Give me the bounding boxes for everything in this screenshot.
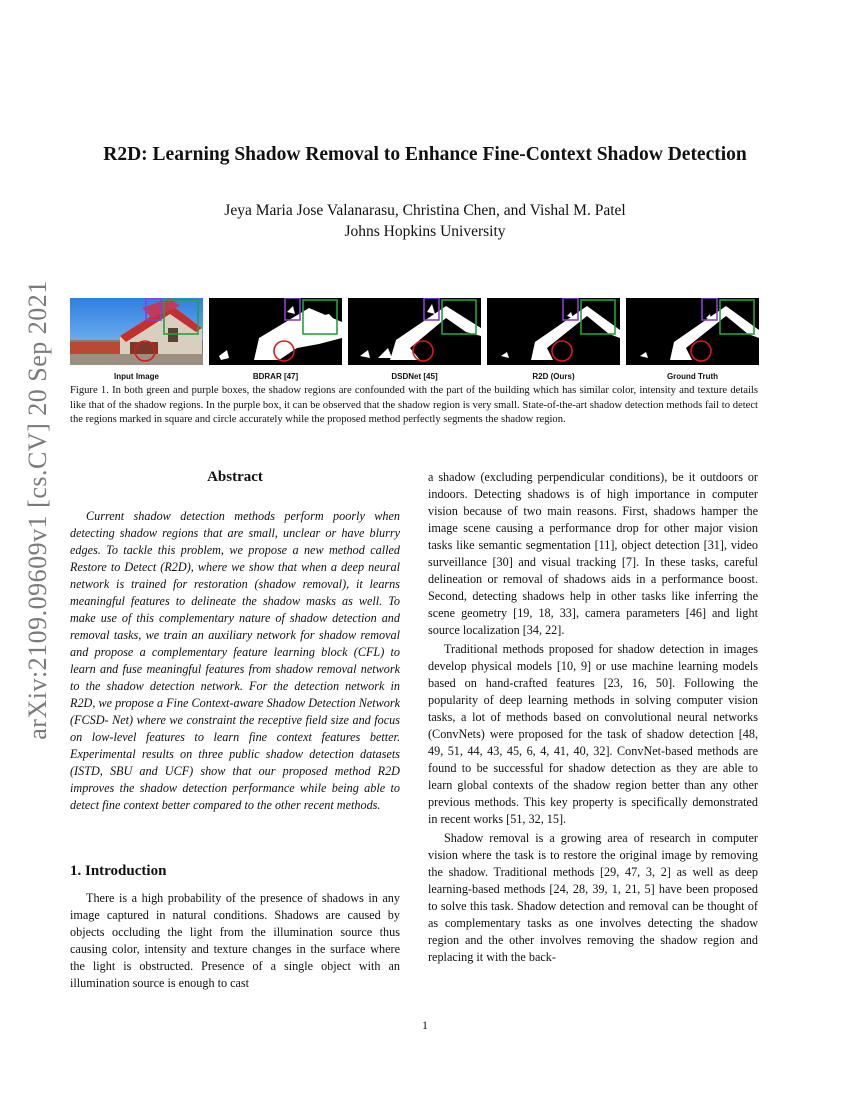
introduction-left-column xyxy=(70,890,400,992)
introduction-heading: 1. Introduction xyxy=(70,863,167,879)
input-image-photo xyxy=(70,298,203,365)
author-names: Jeya Maria Jose Valanarasu, Christina Chen, and Vishal M. Patel xyxy=(224,202,626,219)
r2d-mask xyxy=(487,298,620,365)
intro-paragraph-1: There is a high probability of the presence of shadows in any image captured in natural conditions. Shadows are caused by objects occluding the light from the illumination source thus causing color, intensity and texture changes in the surface where the light is obstructed. Presence of a single object with an illumination source is enough to cast xyxy=(70,891,400,990)
abstract-text: Current shadow detection methods perform poorly when detecting shadow regions that are small, unclear or have blurry edges. To tackle this problem, we propose a new method called Restore to Detect (R2D), where we show that when a deep neural network is trained for restoration (shadow removal), it learns meaningful features to delineate the shadow masks as well. To make use of this complementary nature of shadow detection and removal tasks, we train an auxiliary network for shadow removal and propose a complementary feature learning block (CFL) to learn and fuse meaningful features from shadow removal network to the shadow detection network. For the detection network in R2D, we propose a Fine Context-aware Shadow Detection Network (FCSD- Net) where we constraint the receptive field size and focus on low-level features to learn fine context features better. Experimental results on three public shadow detection datasets (ISTD, SBU and UCF) show that our proposed method R2D improves the shadow detection performance while being able to detect fine context better compared to the other recent methods. xyxy=(70,509,400,812)
figure-label-input-image: Input Image xyxy=(114,372,159,381)
dsdnet-mask xyxy=(348,298,481,365)
intro-paragraph-3: Shadow removal is a growing area of research in computer vision where the task is to restore the original image by removing the shadow. Traditional methods [29, 47, 3, 2] as well as deep learning-based methods [24, 28, 39, 1, 21, 5] have been proposed to solve this task. Shadow detection and removal can be thought of as complementary tasks as one involves detecting the shadow region and the other involves removing the shadow region and replacing it with the back- xyxy=(428,831,758,964)
author-block xyxy=(0,200,850,242)
intro-paragraph-1-continued: a shadow (excluding perpendicular conditions), be it outdoors or indoors. Detecting shadows is of high importance in computer vision because of two main reasons. First, shadows hamper the image scene causing a performance drop for other major vision tasks like semantic segmentation [11], object detection [31], video surveillance [30] and visual tracking [7]. In these tasks, careful delineation or removal of shadows aids in a performance boost. Second, detecting shadows help in other tasks like inferring the scene geometry [19, 18, 33], camera parameters [46] and light source localization [34, 22]. xyxy=(428,470,758,637)
figure-caption: Figure 1. In both green and purple boxes, the shadow regions are confounded with the part of the building which has similar color, intensity and texture details like that of the shadow regions. In the purple box, it can be observed that the shadow region is very small. State-of-the-art shadow detection methods fail to detect the regions marked in square and circle accurately while the proposed method perfectly segments the shadow region. xyxy=(70,385,758,425)
figure-panel-input-image xyxy=(70,298,203,365)
abstract-heading: Abstract xyxy=(207,469,263,485)
figure-panel-r2d-ours xyxy=(487,298,620,365)
figure-panel-bdrar xyxy=(209,298,342,365)
figure-label-dsdnet: DSDNet [45] xyxy=(391,372,438,381)
paper-title: R2D: Learning Shadow Removal to Enhance Fine-Context Shadow Detection xyxy=(103,144,747,165)
figure-label-ground-truth: Ground Truth xyxy=(666,372,719,381)
figure-panel-ground-truth xyxy=(626,298,759,365)
author-affiliation: Johns Hopkins University xyxy=(344,223,506,240)
right-column xyxy=(428,469,758,966)
bdrar-mask xyxy=(209,298,342,365)
ground-truth-mask xyxy=(626,298,759,365)
arxiv-identifier: arXiv:2109.09609v1 [cs.CV] 20 Sep 2021 xyxy=(23,280,53,740)
figure-label-r2d-ours: R2D (Ours) xyxy=(532,372,575,381)
arxiv-sidebar xyxy=(14,280,62,740)
figure-label-bdrar: BDRAR [47] xyxy=(252,372,299,381)
intro-paragraph-2: Traditional methods proposed for shadow detection in images develop physical models [10, 9] or use machine learning models based on hand-crafted features [23, 16, 50]. Following the popularity of deep learning methods in solving computer vision tasks, a lot of methods based on convolutional neural networks (ConvNets) were proposed for the task of shadow detection [48, 49, 51, 44, 43, 45, 6, 4, 41, 40, 32]. ConvNet-based methods are found to be successful for shadow detection as they are able to learn global contexts of the shadow region better than any other previous methods. This key property is specifically demonstrated in recent works [51, 32, 15]. xyxy=(428,642,758,826)
page-number: 1 xyxy=(422,1018,428,1032)
abstract-body xyxy=(70,508,400,814)
figure-panel-dsdnet xyxy=(348,298,481,365)
